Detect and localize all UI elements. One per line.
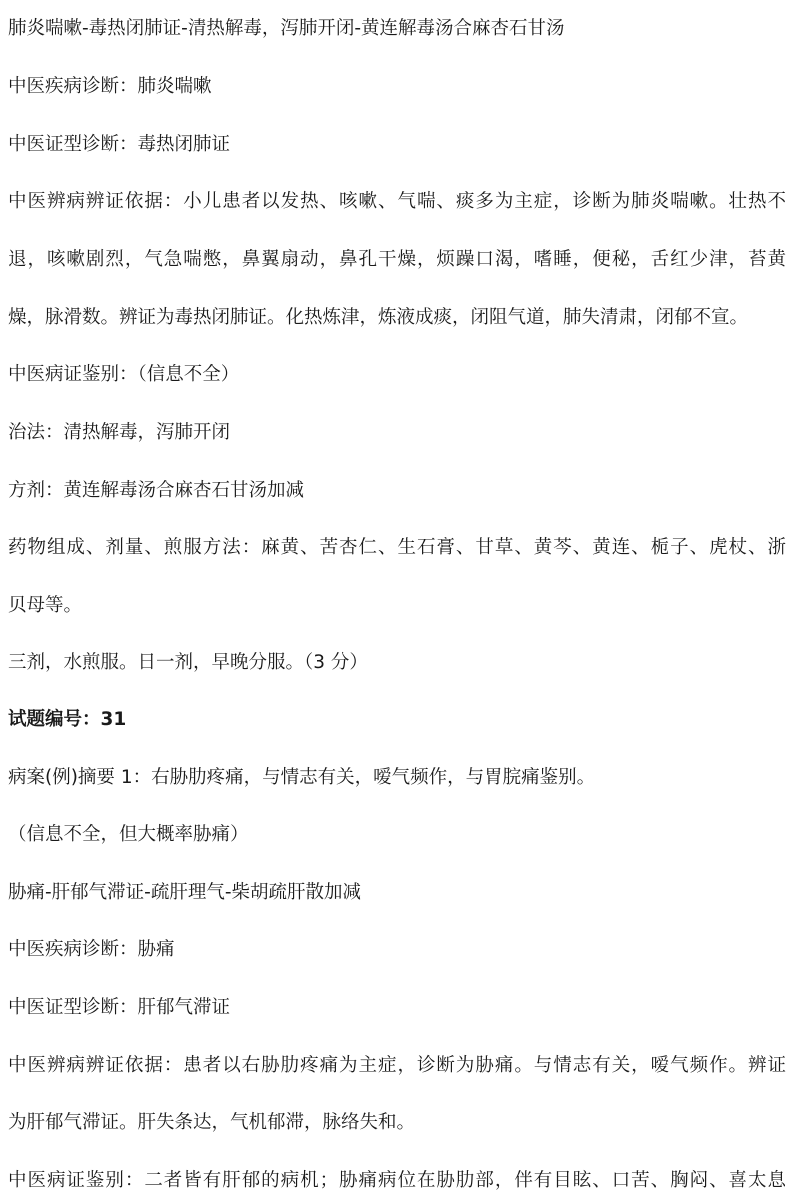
case-summary-line: 病案(例)摘要 1：右胁肋疼痛，与情志有关，嗳气频作，与胃脘痛鉴别。 xyxy=(8,767,596,788)
disease-diagnosis-line-2: 中医疾病诊断：胁痛 xyxy=(8,939,175,960)
question-number-heading: 试题编号：31 xyxy=(8,709,127,730)
differential-diagnosis-line-2: 中医病证鉴别：二者皆有肝郁的病机；胁痛病位在胁肋部，伴有目眩、口苦、胸闷、喜太息 xyxy=(8,1170,786,1191)
syndrome-diagnosis-line: 中医证型诊断：毒热闭肺证 xyxy=(8,134,231,155)
differential-diagnosis-line: 中医病证鉴别：（信息不全） xyxy=(8,364,240,385)
composition-line-1: 药物组成、剂量、煎服方法：麻黄、苦杏仁、生石膏、甘草、黄芩、黄连、栀子、虎杖、浙 xyxy=(8,537,786,558)
basis-paragraph-2-line-2: 为肝郁气滞证。肝失条达，气机郁滞，脉络失和。 xyxy=(8,1112,416,1133)
section-heading-pneumonia: 肺炎喘嗽-毒热闭肺证-清热解毒，泻肺开闭-黄连解毒汤合麻杏石甘汤 xyxy=(8,18,565,39)
basis-paragraph-line-1: 中医辨病辨证依据：小儿患者以发热、咳嗽、气喘、痰多为主症，诊断为肺炎喘嗽。壮热不 xyxy=(8,191,786,212)
case-note-line: （信息不全，但大概率胁痛） xyxy=(8,824,249,845)
treatment-method-line: 治法：清热解毒，泻肺开闭 xyxy=(8,422,231,443)
basis-paragraph-line-2: 退，咳嗽剧烈，气急喘憋，鼻翼扇动，鼻孔干燥，烦躁口渴，嗜睡，便秘，舌红少津，苔黄 xyxy=(8,249,786,270)
composition-line-2: 贝母等。 xyxy=(8,595,83,616)
dosage-line: 三剂，水煎服。日一剂，早晚分服。（3 分） xyxy=(8,652,368,673)
syndrome-diagnosis-line-2: 中医证型诊断：肝郁气滞证 xyxy=(8,997,231,1018)
basis-paragraph-line-3: 燥，脉滑数。辨证为毒热闭肺证。化热炼津，炼液成痰，闭阻气道，肺失清肃，闭郁不宣。 xyxy=(8,307,749,328)
prescription-line: 方剂：黄连解毒汤合麻杏石甘汤加减 xyxy=(8,480,305,501)
section-heading-hypochondriac-pain: 胁痛-肝郁气滞证-疏肝理气-柴胡疏肝散加减 xyxy=(8,882,362,903)
basis-paragraph-2-line-1: 中医辨病辨证依据：患者以右胁肋疼痛为主症，诊断为胁痛。与情志有关，嗳气频作。辨证 xyxy=(8,1055,786,1076)
disease-diagnosis-line: 中医疾病诊断：肺炎喘嗽 xyxy=(8,76,212,97)
